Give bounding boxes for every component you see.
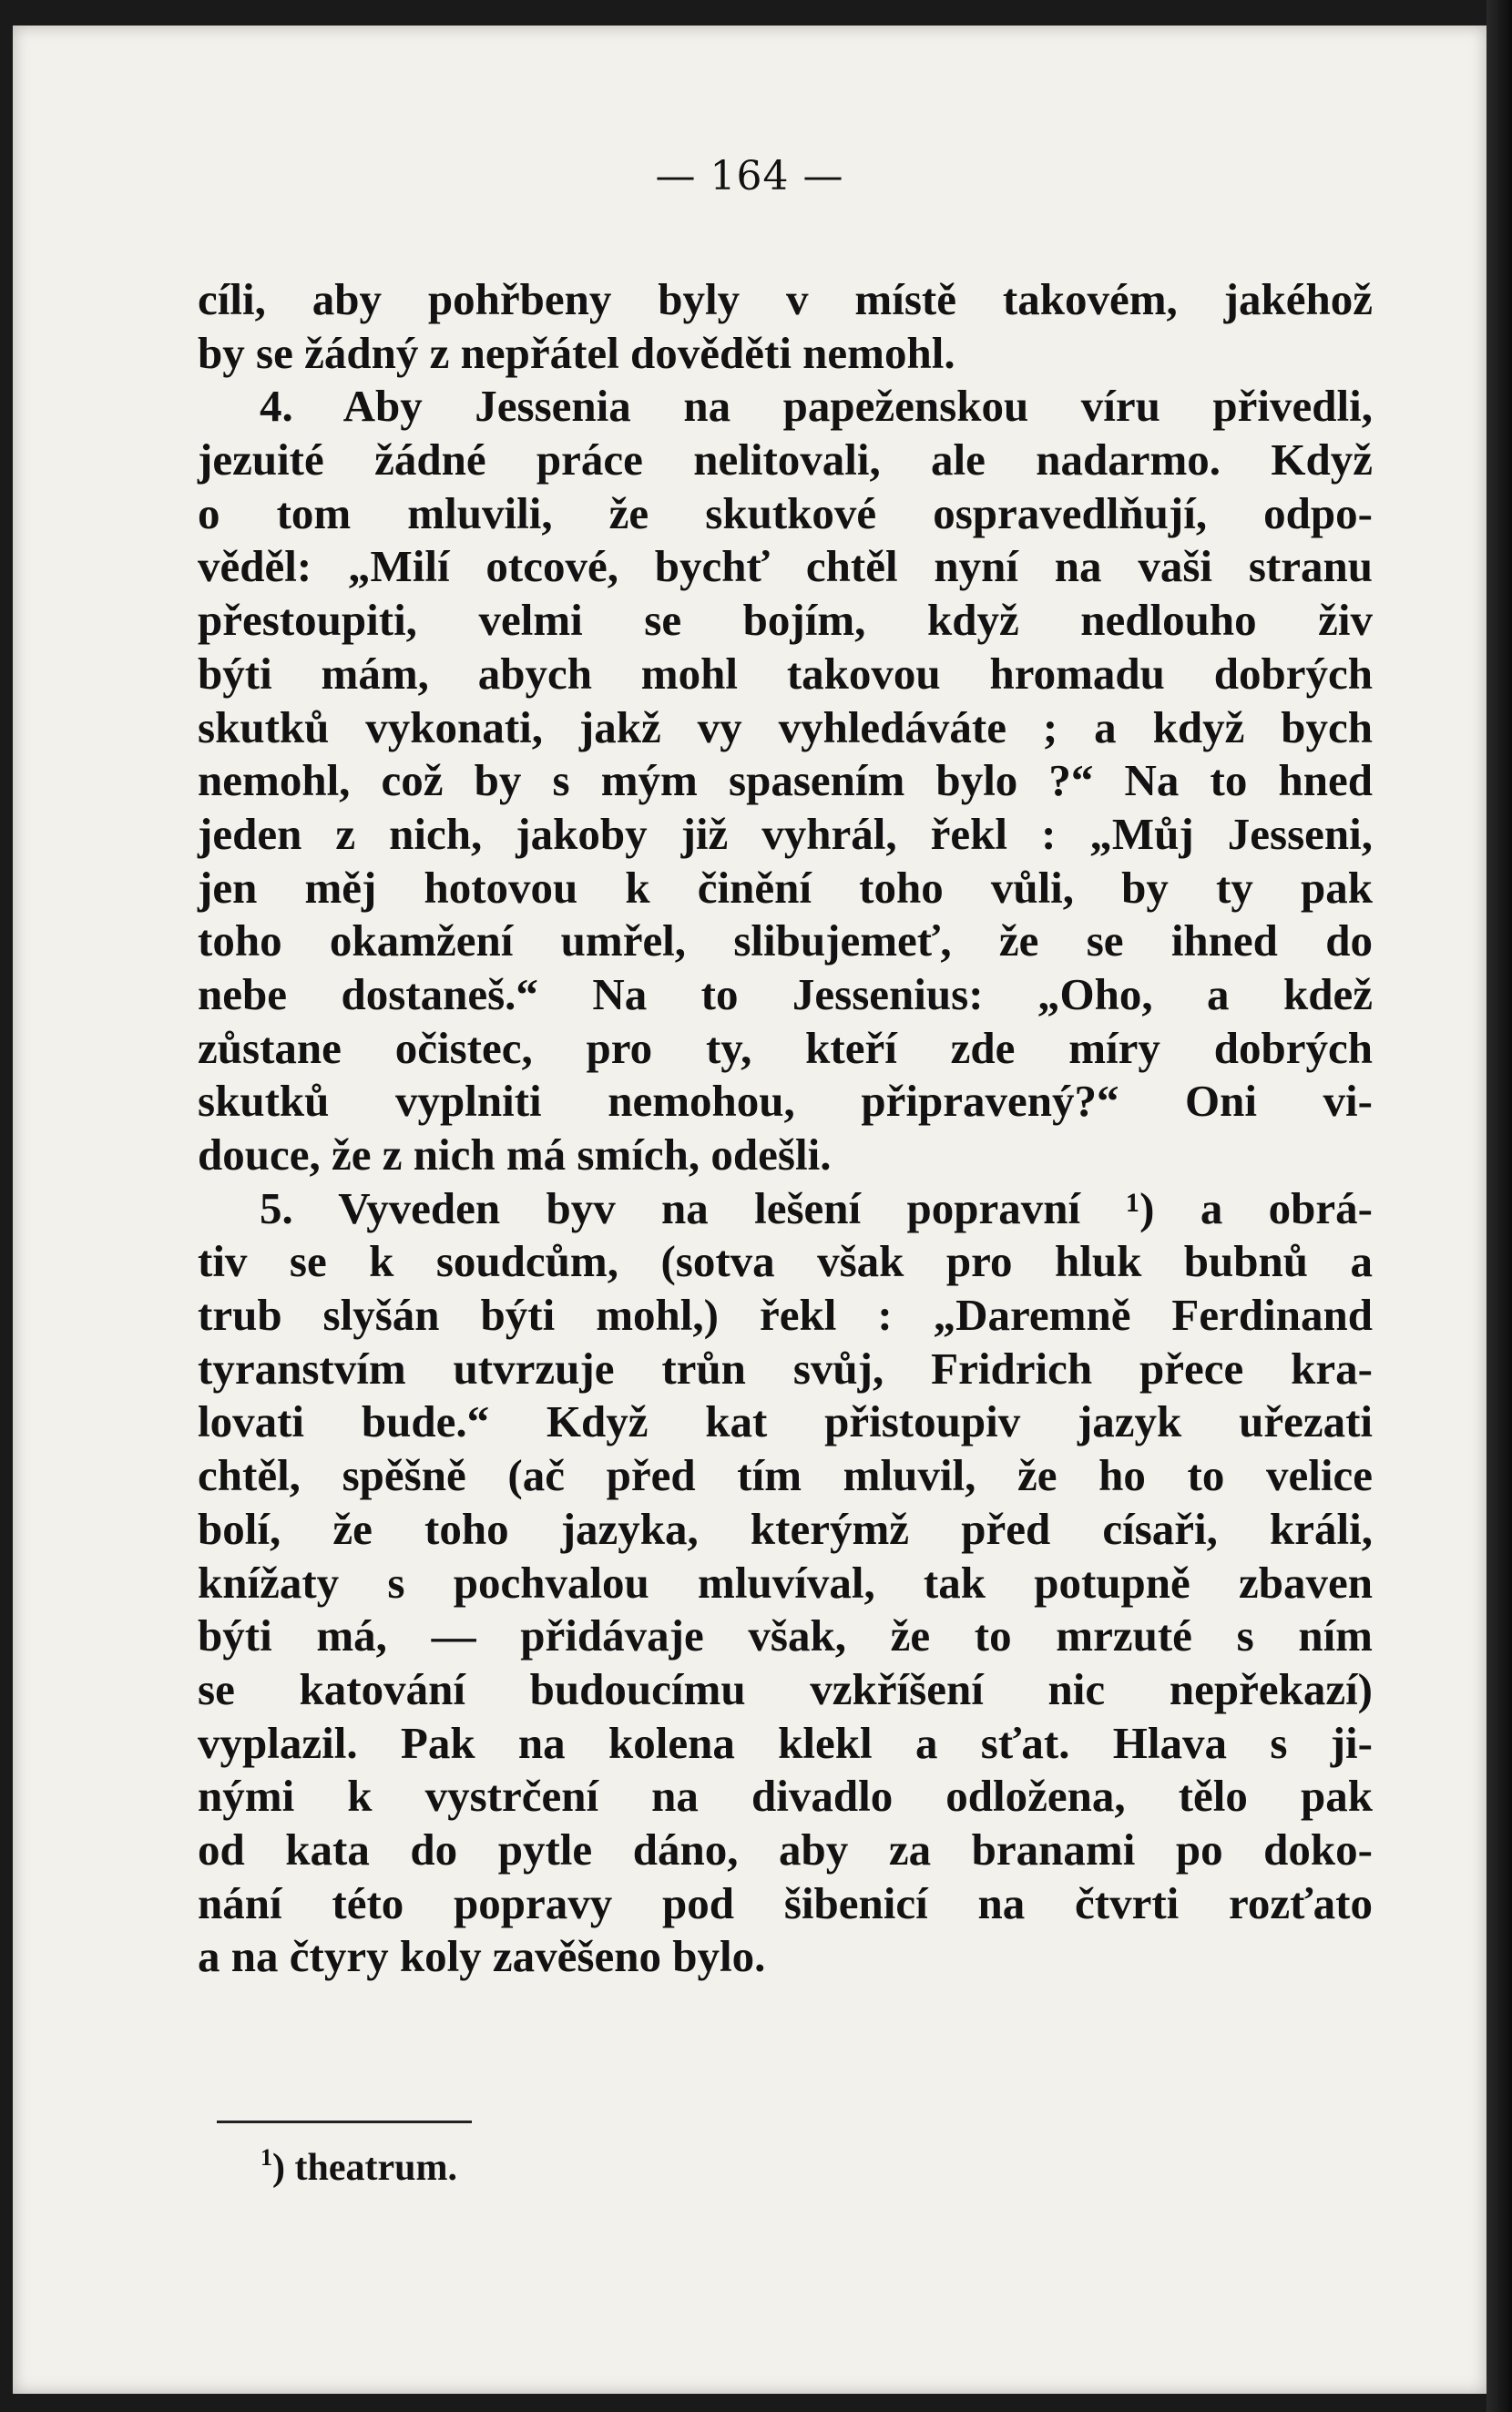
text-line: od kata do pytle dáno, aby za branami po doko- [198, 1824, 1373, 1875]
text-line: nými k vystrčení na divadlo odložena, tělo pak [198, 1771, 1373, 1822]
text-line: jezuité žádné práce nelitovali, ale nadarmo. Když [198, 434, 1373, 485]
text-line: 5. Vyveden byv na lešení popravní ¹) a obrá- [260, 1182, 1373, 1233]
text-line: zůstane očistec, pro ty, kteří zde míry dobrých [198, 1022, 1373, 1073]
footnote-text: ) theatrum. [272, 2147, 457, 2189]
text-line: lovati bude.“ Když kat přistoupiv jazyk uřezati [198, 1396, 1373, 1447]
book-page [13, 26, 1486, 2394]
text-line: se katování budoucímu vzkříšení nic nepřekazí) [198, 1663, 1373, 1714]
text-line: bolí, že toho jazyka, kterýmž před císaři, králi, [198, 1503, 1373, 1554]
text-line: jen měj hotovou k činění toho vůli, by ty pak [198, 862, 1373, 913]
page-number: — 164 — [655, 153, 844, 199]
text-line: douce, že z nich má smích, odešli. [198, 1129, 832, 1180]
text-line: skutků vyplniti nemohou, připravený?“ Oni vi- [198, 1076, 1373, 1127]
text-line: býti mám, abych mohl takovou hromadu dobrých [198, 648, 1373, 699]
footnote-divider [217, 2121, 472, 2123]
text-line: knížaty s pochvalou mluvíval, tak potupně zbaven [198, 1557, 1373, 1608]
page-body-text [198, 273, 1373, 1984]
footnote [261, 2146, 457, 2190]
text-line: býti má, — přidávaje však, že to mrzuté s ním [198, 1610, 1373, 1661]
text-line: skutků vykonati, jakž vy vyhledáváte ; a když bych [198, 701, 1373, 752]
text-line: chtěl, spěšně (ač před tím mluvil, že ho to velice [198, 1450, 1373, 1501]
text-line: cíli, aby pohřbeny byly v místě takovém, jakéhož [198, 274, 1373, 324]
text-line: vyplazil. Pak na kolena klekl a sťat. Hlava s ji- [198, 1717, 1373, 1768]
text-line: nání této popravy pod šibenicí na čtvrti rozťato [198, 1877, 1373, 1928]
text-line: trub slyšán býti mohl,) řekl : „Daremně Ferdinand [198, 1290, 1373, 1341]
text-line: nebe dostaneš.“ Na to Jessenius: „Oho, a kdež [198, 968, 1373, 1019]
text-line: jeden z nich, jakoby již vyhrál, řekl : „Můj Jesseni, [198, 808, 1373, 859]
text-line: by se žádný z nepřátel dověděti nemohl. [198, 327, 955, 378]
text-line: toho okamžení umřel, slibujemeť, že se ihned do [198, 915, 1373, 966]
text-line: tyranstvím utvrzuje trůn svůj, Fridrich přece kra- [198, 1343, 1373, 1394]
text-line: a na čtyry koly zavěšeno bylo. [198, 1931, 766, 1982]
text-line: nemohl, což by s mým spasením bylo ?“ Na to hned [198, 755, 1373, 806]
footnote-marker: 1 [261, 2144, 272, 2171]
text-line: 4. Aby Jessenia na papeženskou víru přivedli, [260, 381, 1373, 432]
text-line: o tom mluvili, že skutkové ospravedlňují, odpo- [198, 487, 1373, 538]
text-line: přestoupiti, velmi se bojím, když nedlouho živ [198, 595, 1373, 646]
scan-edge [1486, 0, 1512, 2412]
text-line: věděl: „Milí otcové, bychť chtěl nyní na vaši stranu [198, 541, 1373, 592]
text-line: tiv se k soudcům, (sotva však pro hluk bubnů a [198, 1236, 1373, 1287]
